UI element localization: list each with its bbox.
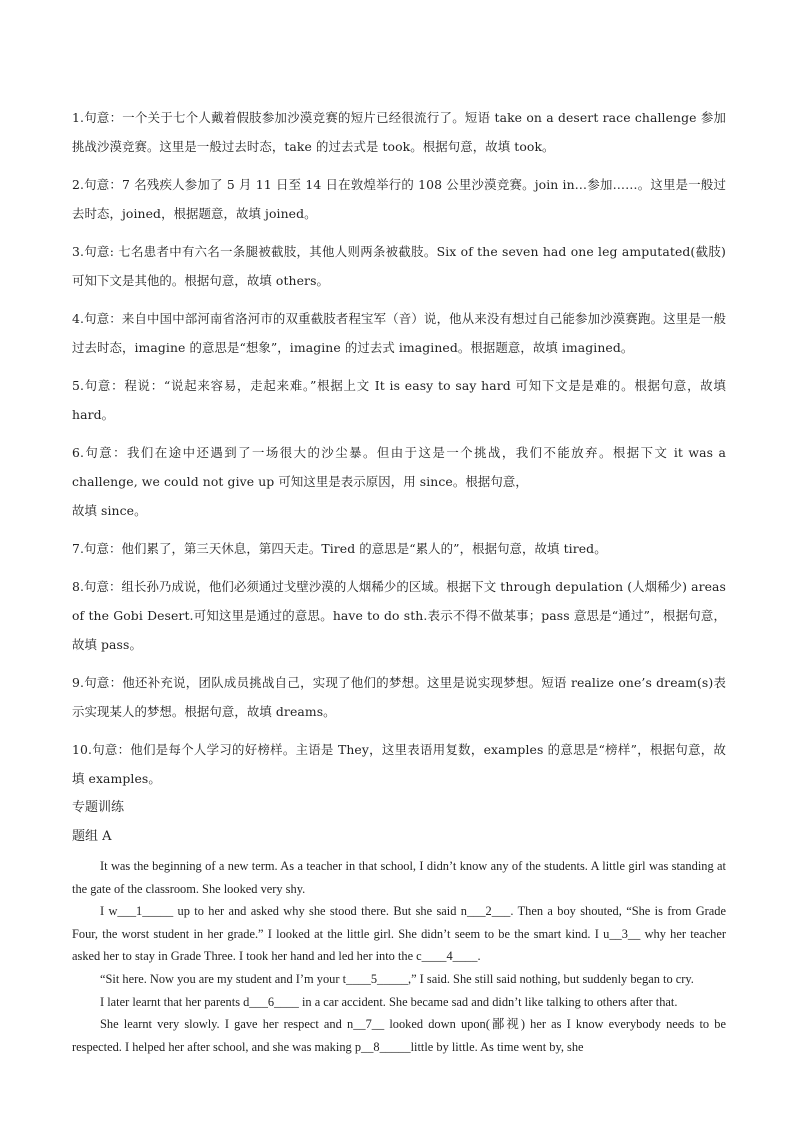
group-title: 题组 A: [72, 829, 112, 844]
answer-explanation-7: 7.句意：他们累了，第三天休息，第四天走。Tired 的意思是“累人的”，根据句意，故填 tired。: [72, 541, 607, 556]
answer-explanation-10: 10.句意：他们是每个人学习的好榜样。主语是 They，这里表语用复数，examples 的意思是“榜样”，根据句意，故填 examples。: [72, 742, 726, 786]
passage-paragraph-2: I w___1_____ up to her and asked why she stood there. But she said n___2___. Then a boy shouted, “She is from Grade Four, the worst student in her grade.” I looked at the little girl. She didn’t seem to be the smart kind. I u__3__ why her teacher asked her to stay in Grade Three. I took her hand and led her into the c____4____.: [72, 904, 726, 964]
answer-explanation-3: 3.句意: 七名患者中有六名一条腿被截肢，其他人则两条被截肢。Six of the seven had one leg amputated(截肢)可知下文是其他的。根据句意，故填 others。: [72, 244, 726, 288]
passage-paragraph-5: She learnt very slowly. I gave her respect and n__7__ looked down upon(鄙视) her as I know everybody needs to be respected. I helped her after school, and she was making p__8_____little by little. As time went by, she: [72, 1017, 726, 1054]
answer-explanation-6: 6.句意：我们在途中还遇到了一场很大的沙尘暴。但由于这是一个挑战，我们不能放弃。根据下文 it was a challenge, we could not give up 可知这里是表示原因，用 since。根据句意，: [72, 445, 726, 489]
answer-explanation-2: 2.句意：7 名残疾人参加了 5 月 11 日至 14 日在敦煌举行的 108 公里沙漠竞赛。join in…参加……。这里是一般过去时态，joined，根据题意，故填 joined。: [72, 177, 726, 221]
passage-paragraph-1: It was the beginning of a new term. As a teacher in that school, I didn’t know any of the students. A little girl was standing at the gate of the classroom. She looked very shy.: [72, 859, 726, 896]
passage-paragraph-4: I later learnt that her parents d___6____ in a car accident. She became sad and didn’t like talking to others after that.: [100, 994, 678, 1009]
passage-paragraph-3: “Sit here. Now you are my student and I’m your t____5_____,” I said. She still said nothing, but suddenly began to cry.: [100, 971, 694, 986]
answer-explanation-8: 8.句意：组长孙乃成说，他们必须通过戈壁沙漠的人烟稀少的区域。根据下文 through depulation (人烟稀少) areas of the Gobi Desert.可知这里是通过的意思。have to do sth.表示不得不做某事；pass 意思是“通过”，根据句意，故填 pass。: [72, 579, 726, 652]
answer-explanation-5: 5.句意：程说：“说起来容易，走起来难。”根据上文 It is easy to say hard 可知下文是是难的。根据句意，故填 hard。: [72, 378, 726, 422]
cloze-passage: [72, 855, 726, 1058]
answer-explanation-9: 9.句意：他还补充说，团队成员挑战自己，实现了他们的梦想。这里是说实现梦想。短语 realize one’s dream(s)表示实现某人的梦想。根据句意，故填 dreams。: [72, 675, 726, 719]
document-page: [72, 103, 726, 1058]
answer-explanations: [72, 103, 726, 793]
section-title: 专题训练: [72, 800, 125, 815]
answer-explanation-1: 1.句意：一个关于七个人戴着假肢参加沙漠竞赛的短片已经很流行了。短语 take on a desert race challenge 参加挑战沙漠竞赛。这里是一般过去时态，take 的过去式是 took。根据句意，故填 took。: [72, 110, 726, 154]
answer-explanation-4: 4.句意：来自中国中部河南省洛河市的双重截肢者程宝军（音）说，他从来没有想过自己能参加沙漠赛跑。这里是一般过去时态，imagine 的意思是“想象”，imagine 的过去式 imagined。根据题意，故填 imagined。: [72, 311, 726, 355]
answer-explanation-6-cont: 故填 since。: [72, 503, 147, 518]
